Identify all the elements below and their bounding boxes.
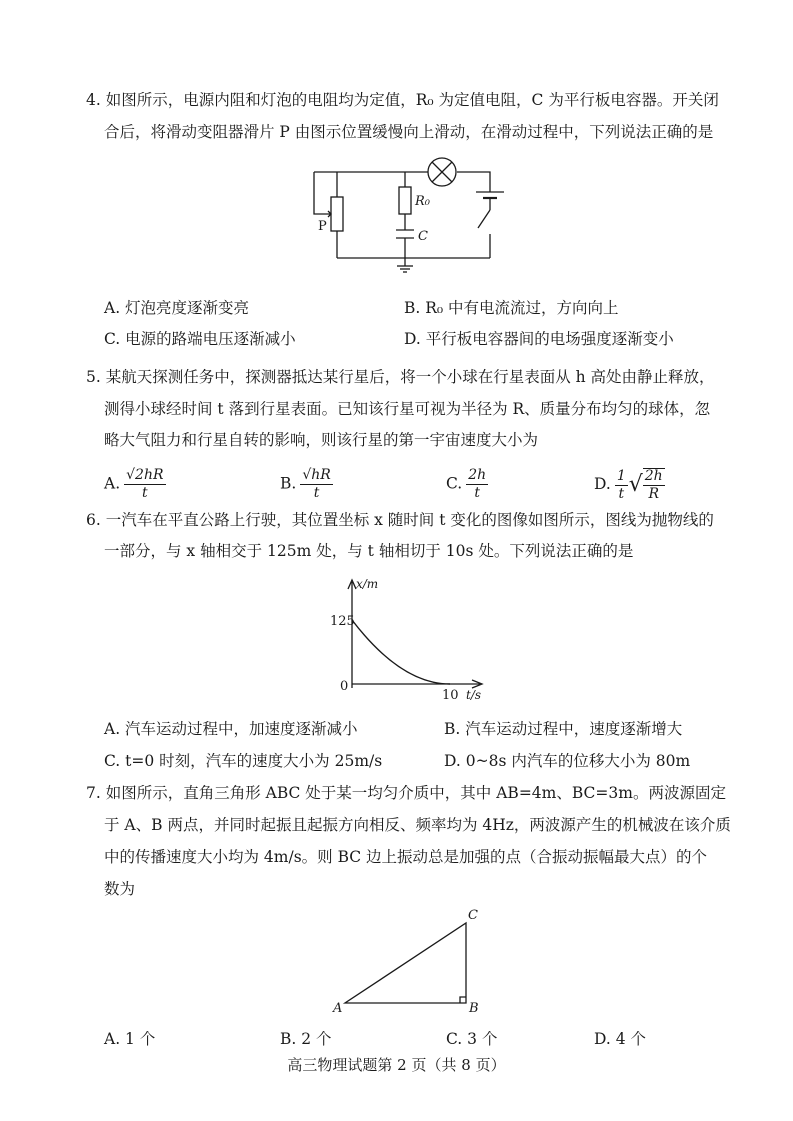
q6-position-time-graph bbox=[330, 572, 500, 704]
vertex-c: C bbox=[468, 908, 478, 923]
q6-stem-line2: 一部分，与 x 轴相交于 125m 处，与 t 轴相切于 10s 处。下列说法正确的是 bbox=[104, 542, 634, 560]
q4-option-b[interactable]: B. R₀ 中有电流流过，方向向上 bbox=[404, 299, 619, 317]
q5-option-c-fraction: $\frac{2h}{t}$ bbox=[468, 467, 487, 501]
label-r0: R₀ bbox=[415, 194, 430, 209]
lamp-icon bbox=[428, 158, 456, 186]
q7-stem-line3: 中的传播速度大小均为 4m/s。则 BC 边上振动总是加强的点（合振动振幅最大点）的个 bbox=[104, 848, 708, 866]
sqrt-icon: √ bbox=[628, 472, 643, 497]
graph-origin: 0 bbox=[340, 679, 349, 694]
q5-option-d-fraction2: $\frac{2h}{R}$ bbox=[644, 468, 663, 502]
q7-option-d[interactable]: D. 4 个 bbox=[594, 1030, 647, 1048]
q6-stem-line1: 6. 一汽车在平直公路上行驶，其位置坐标 x 随时间 t 变化的图像如图所示，图线为抛物线的 bbox=[86, 511, 714, 529]
q4-circuit-diagram bbox=[300, 150, 520, 275]
q7-stem-line4: 数为 bbox=[104, 880, 136, 898]
q5-option-b-fraction: $\frac{√hR}{t}$ bbox=[302, 467, 331, 501]
q5-option-b-label: B. bbox=[280, 474, 297, 493]
q7-option-b[interactable]: B. 2 个 bbox=[280, 1030, 332, 1048]
q4-stem-line2: 合后，将滑动变阻器滑片 P 由图示位置缓慢向上滑动，在滑动过程中，下列说法正确的是 bbox=[104, 123, 714, 141]
label-p: P bbox=[318, 219, 327, 234]
q6-option-a[interactable]: A. 汽车运动过程中，加速度逐渐减小 bbox=[104, 720, 358, 738]
q4-option-a[interactable]: A. 灯泡亮度逐渐变亮 bbox=[104, 299, 250, 317]
q5-option-d-label: D. bbox=[594, 475, 611, 493]
q4-stem-line1: 4. 如图所示，电源内阻和灯泡的电阻均为定值，R₀ 为定值电阻，C 为平行板电容器。开关闭 bbox=[86, 91, 719, 109]
q5-option-a[interactable] bbox=[104, 468, 166, 501]
graph-x-tick: 10 bbox=[442, 688, 459, 703]
q5-stem-line2: 测得小球经时间 t 落到行星表面。已知该行星可视为半径为 R、质量分布均匀的球体，忽 bbox=[104, 400, 711, 418]
q4-option-c[interactable]: C. 电源的路端电压逐渐减小 bbox=[104, 330, 296, 348]
q6-option-b[interactable]: B. 汽车运动过程中，速度逐渐增大 bbox=[444, 720, 683, 738]
q7-option-a[interactable]: A. 1 个 bbox=[104, 1030, 156, 1048]
q7-option-c[interactable]: C. 3 个 bbox=[446, 1030, 498, 1048]
graph-y-tick: 125 bbox=[330, 614, 355, 629]
graph-x-label: t/s bbox=[466, 688, 482, 702]
q5-stem-line1: 5. 某航天探测任务中，探测器抵达某行星后，将一个小球在行星表面从 h 高处由静止释放， bbox=[86, 368, 715, 386]
graph-y-label: x/m bbox=[356, 577, 379, 591]
q5-option-a-fraction: $\frac{√2hR}{t}$ bbox=[126, 467, 164, 501]
vertex-a: A bbox=[333, 1001, 343, 1016]
label-c: C bbox=[418, 229, 428, 244]
vertex-b: B bbox=[469, 1001, 479, 1016]
q7-triangle-diagram bbox=[325, 905, 495, 1017]
q5-option-d[interactable] bbox=[594, 468, 665, 502]
q4-option-d[interactable]: D. 平行板电容器间的电场强度逐渐变小 bbox=[404, 330, 674, 348]
q5-option-a-label: A. bbox=[104, 474, 121, 493]
q5-option-d-fraction1: $\frac{1}{t}$ bbox=[616, 467, 626, 502]
q5-option-b[interactable] bbox=[280, 468, 333, 501]
page-footer: 高三物理试题第 2 页（共 8 页） bbox=[287, 1056, 506, 1074]
q7-stem-line1: 7. 如图所示，直角三角形 ABC 处于某一均匀介质中，其中 AB=4m、BC=3m。两波源固定 bbox=[86, 784, 726, 802]
q5-stem-line3: 略大气阻力和行星自转的影响，则该行星的第一宇宙速度大小为 bbox=[104, 431, 539, 449]
q6-option-d[interactable]: D. 0~8s 内汽车的位移大小为 80m bbox=[444, 752, 691, 770]
q5-option-c[interactable] bbox=[446, 468, 488, 501]
q6-option-c[interactable]: C. t=0 时刻，汽车的速度大小为 25m/s bbox=[104, 752, 383, 770]
q7-stem-line2: 于 A、B 两点，并同时起振且起振方向相反、频率均为 4Hz，两波源产生的机械波在该介质 bbox=[104, 816, 731, 834]
q5-option-c-label: C. bbox=[446, 474, 463, 493]
